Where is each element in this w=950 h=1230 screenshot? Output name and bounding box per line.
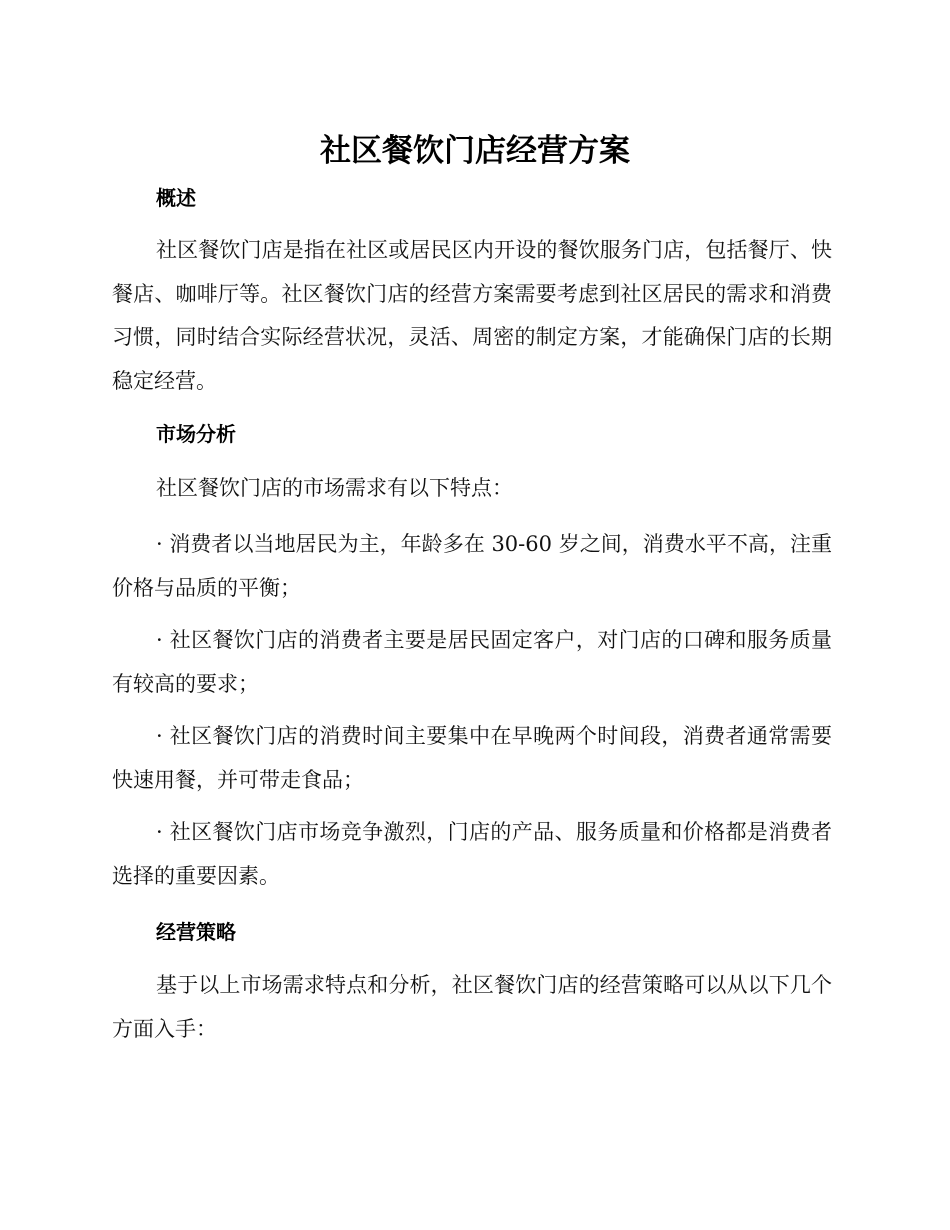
- market-bullet-1: · 消费者以当地居民为主，年龄多在 30-60 岁之间，消费水平不高，注重价格与品质的平衡；: [112, 532, 832, 600]
- section-heading-strategy: 经营策略: [156, 920, 236, 944]
- section-heading-overview: 概述: [156, 186, 196, 210]
- market-intro-paragraph: 社区餐饮门店的市场需求有以下特点：: [156, 476, 513, 500]
- document-title: 社区餐饮门店经营方案: [320, 133, 630, 169]
- strategy-paragraph: 基于以上市场需求特点和分析，社区餐饮门店的经营策略可以从以下几个方面入手：: [112, 973, 832, 1041]
- market-bullet-2: · 社区餐饮门店的消费者主要是居民固定客户，对门店的口碑和服务质量有较高的要求；: [112, 628, 832, 696]
- overview-paragraph: 社区餐饮门店是指在社区或居民区内开设的餐饮服务门店，包括餐厅、快餐店、咖啡厅等。社区餐饮门店的经营方案需要考虑到社区居民的需求和消费习惯，同时结合实际经营状况，灵活、周密的制定方案，才能确保门店的长期稳定经营。: [112, 238, 832, 393]
- market-bullet-3: · 社区餐饮门店的消费时间主要集中在早晚两个时间段，消费者通常需要快速用餐，并可带走食品；: [112, 724, 832, 792]
- section-heading-market-analysis: 市场分析: [156, 422, 236, 446]
- market-bullet-4: · 社区餐饮门店市场竞争激烈，门店的产品、服务质量和价格都是消费者选择的重要因素。: [112, 820, 832, 888]
